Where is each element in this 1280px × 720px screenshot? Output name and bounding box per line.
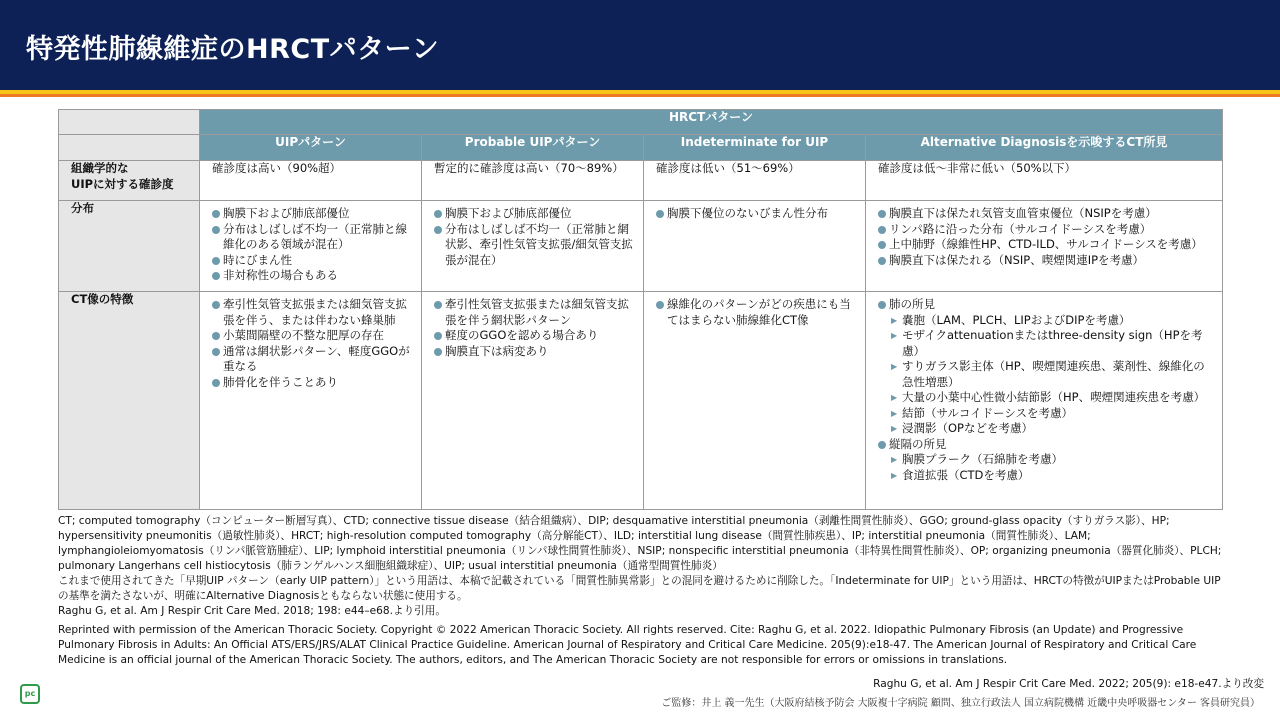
column-header-uip: UIPパターン [200, 135, 422, 161]
list-item: 小葉間隔壁の不整な肥厚の存在 [212, 328, 411, 344]
source-2018-note: Raghu G, et al. Am J Respir Crit Care Med. 2018; 198: e44–e68.より引用。 [58, 605, 446, 617]
list-item: 線維化のパターンがどの疾患にも当てはまらない肺線維化CT像 [656, 297, 855, 328]
list-item: 胸膜下および肺底部優位 [212, 206, 411, 222]
sub-list-item: ▶ 浸潤影（OPなどを考慮） [878, 421, 1212, 437]
sub-list-item: ▶ 結節（サルコイドーシスを考慮） [878, 406, 1212, 422]
table-corner-lower [59, 135, 200, 161]
reprint-permission-note: Reprinted with permission of the American Thoracic Society. Copyright © 2022 American Thoracic Society. All rights reserved. Cite: Raghu G, et al. 2022. Idiopathic Pulmonary Fibrosis (an Update) and Progressive Pulmonary Fibrosis in Adults: An Official ATS/ERS/JRS/ALAT Clinical Practice Guideline. American Journal of Respiratory and Critical Care Medicine. 205(9):e18-47. The American Journal of Respiratory and Critical Care Medicine is an official journal of the American Thoracic Society. The authors, editors, and The American Thoracic Society are not responsible for errors or omissions in translations. [58, 624, 1197, 666]
sub-list-item: ▶ モザイクattenuationまたはthree-density sign（HPを考慮） [878, 328, 1212, 359]
list-item: 肺骨化を伴うことあり [212, 375, 411, 391]
list-item: 牽引性気管支拡張または細気管支拡張を伴う網状影パターン [434, 297, 633, 328]
citation-2022: Raghu G, et al. Am J Respir Crit Care Med. 2022; 205(9): e18-e47.より改変 [873, 678, 1264, 690]
ct-indeterminate [644, 292, 866, 510]
list-item: 胸膜直下は保たれる（NSIP、喫煙関連IPを考慮） [878, 253, 1212, 269]
supervision-credit: ご監修：井上 義一先生（大阪府結核予防会 大阪複十字病院 顧問、独立行政法人 国立病院機構 近畿中央呼吸器センター 客員研究員） [661, 698, 1260, 709]
row-header-confidence [59, 161, 200, 201]
list-item: 軽度のGGOを認める場合あり [434, 328, 633, 344]
distribution-alternative [866, 201, 1223, 292]
table-row-confidence [59, 161, 1223, 201]
list-item: 時にびまん性 [212, 253, 411, 269]
list-item: 胸膜下優位のないびまん性分布 [656, 206, 855, 222]
confidence-alternative: 確診度は低〜非常に低い（50%以下） [866, 161, 1223, 201]
list-item: 通常は網状影パターン、軽度GGOが重なる [212, 344, 411, 375]
list-item: 非対称性の場合もある [212, 268, 411, 284]
lung-findings-heading: 肺の所見 [889, 297, 935, 311]
list-item: 分布はしばしば不均一（正常肺と線維化のある領域が混在） [212, 222, 411, 253]
mediastinum-findings-heading: 縦隔の所見 [889, 436, 947, 451]
title-bar [0, 0, 1280, 90]
hrct-group-header: HRCTパターン [200, 110, 1223, 135]
accent-stripe-orange [0, 94, 1280, 97]
table-row-ct-features [59, 292, 1223, 510]
footnotes [58, 514, 1226, 619]
sub-list-item: ▶ 胸膜プラーク（石綿肺を考慮） [878, 452, 1212, 468]
abbreviation-note: CT; computed tomography（コンピューター断層写真）、CTD; connective tissue disease（結合組織病）、DIP; desquamative interstitial pneumonia（剥離性間質性肺炎）、GGO; ground-glass opacity（すりガラス影）、HP; hypersensitivity pneumonitis（過敏性肺炎）、HRCT; high-resolution computed tomography（高分解能CT）、ILD; interstitial lung disease（間質性肺疾患）、IP; interstitial pneumonia（間質性肺炎）、LAM; lymphangioleiomyomatosis（リンパ脈管筋腫症）、LIP; lymphoid interstitial pneumonia（リンパ球性間質性肺炎）、NSIP; nonspecific interstitial pneumonia（非特異性間質性肺炎）、OP; organizing pneumonia（器質化肺炎）、PLCH; pulmonary Langerhans cell histiocytosis（肺ランゲルハンス細胞組織球症）、UIP; usual interstitial pneumonia（通常型間質性肺炎） [58, 515, 1222, 572]
table-row-distribution [59, 201, 1223, 292]
hrct-pattern-table [58, 109, 1223, 510]
list-item-lung-findings [878, 297, 1212, 437]
row-header-confidence-line2: UIPに対する確診度 [71, 176, 174, 191]
ct-uip [200, 292, 422, 510]
page-title: 特発性肺線維症のHRCTパターン [26, 34, 440, 65]
confidence-uip: 確診度は高い（90%超） [200, 161, 422, 201]
list-item: 胸膜直下は病変あり [434, 344, 633, 360]
row-header-confidence-line1: 組織学的な [71, 161, 129, 175]
ct-probable-uip [422, 292, 644, 510]
list-item: 上中肺野（線維性HP、CTD-ILD、サルコイドーシスを考慮） [878, 237, 1212, 253]
column-header-probable-uip: Probable UIPパターン [422, 135, 644, 161]
ct-alternative [866, 292, 1223, 510]
logo-text: pc [24, 689, 36, 698]
sub-list-item: ▶ 食道拡張（CTDを考慮） [878, 468, 1212, 484]
list-item: 分布はしばしば不均一（正常肺と網状影、牽引性気管支拡張/細気管支拡張が混在） [434, 222, 633, 269]
table-corner [59, 110, 200, 135]
sub-list-item: ▶ すりガラス影主体（HP、喫煙関連疾患、薬剤性、線維化の急性増悪） [878, 359, 1212, 390]
list-item-mediastinum-findings [878, 437, 1212, 484]
company-logo [20, 684, 40, 704]
distribution-probable-uip [422, 201, 644, 292]
sub-list-item: ▶ 大量の小葉中心性微小結節影（HP、喫煙関連疾患を考慮） [878, 390, 1212, 406]
list-item: 牽引性気管支拡張または細気管支拡張を伴う、または伴わない蜂巣肺 [212, 297, 411, 328]
distribution-uip [200, 201, 422, 292]
list-item: 胸膜下および肺底部優位 [434, 206, 633, 222]
early-uip-note: これまで使用されてきた「早期UIP パターン（early UIP pattern）」という用語は、本稿で記載されている「間質性肺異常影」との混同を避けるために削除した。「Indeterminate for UIP」という用語は、HRCTの特徴がUIPまたはProbable UIPの基準を満たさないが、明確にAlternative Diagnosisともならない状態に使用する。 [58, 575, 1221, 602]
confidence-probable-uip: 暫定的に確診度は高い（70〜89%） [422, 161, 644, 201]
list-item: 胸膜直下は保たれ気管支血管束優位（NSIPを考慮） [878, 206, 1212, 222]
list-item: リンパ路に沿った分布（サルコイドーシスを考慮） [878, 222, 1212, 238]
confidence-indeterminate: 確診度は低い（51〜69%） [644, 161, 866, 201]
sub-list-item: ▶ 嚢胞（LAM、PLCH、LIPおよびDIPを考慮） [878, 313, 1212, 329]
column-header-alternative: Alternative Diagnosisを示唆するCT所見 [866, 135, 1223, 161]
column-header-indeterminate: Indeterminate for UIP [644, 135, 866, 161]
distribution-indeterminate [644, 201, 866, 292]
row-header-ct-features: CT像の特徴 [59, 292, 200, 510]
row-header-distribution: 分布 [59, 201, 200, 292]
